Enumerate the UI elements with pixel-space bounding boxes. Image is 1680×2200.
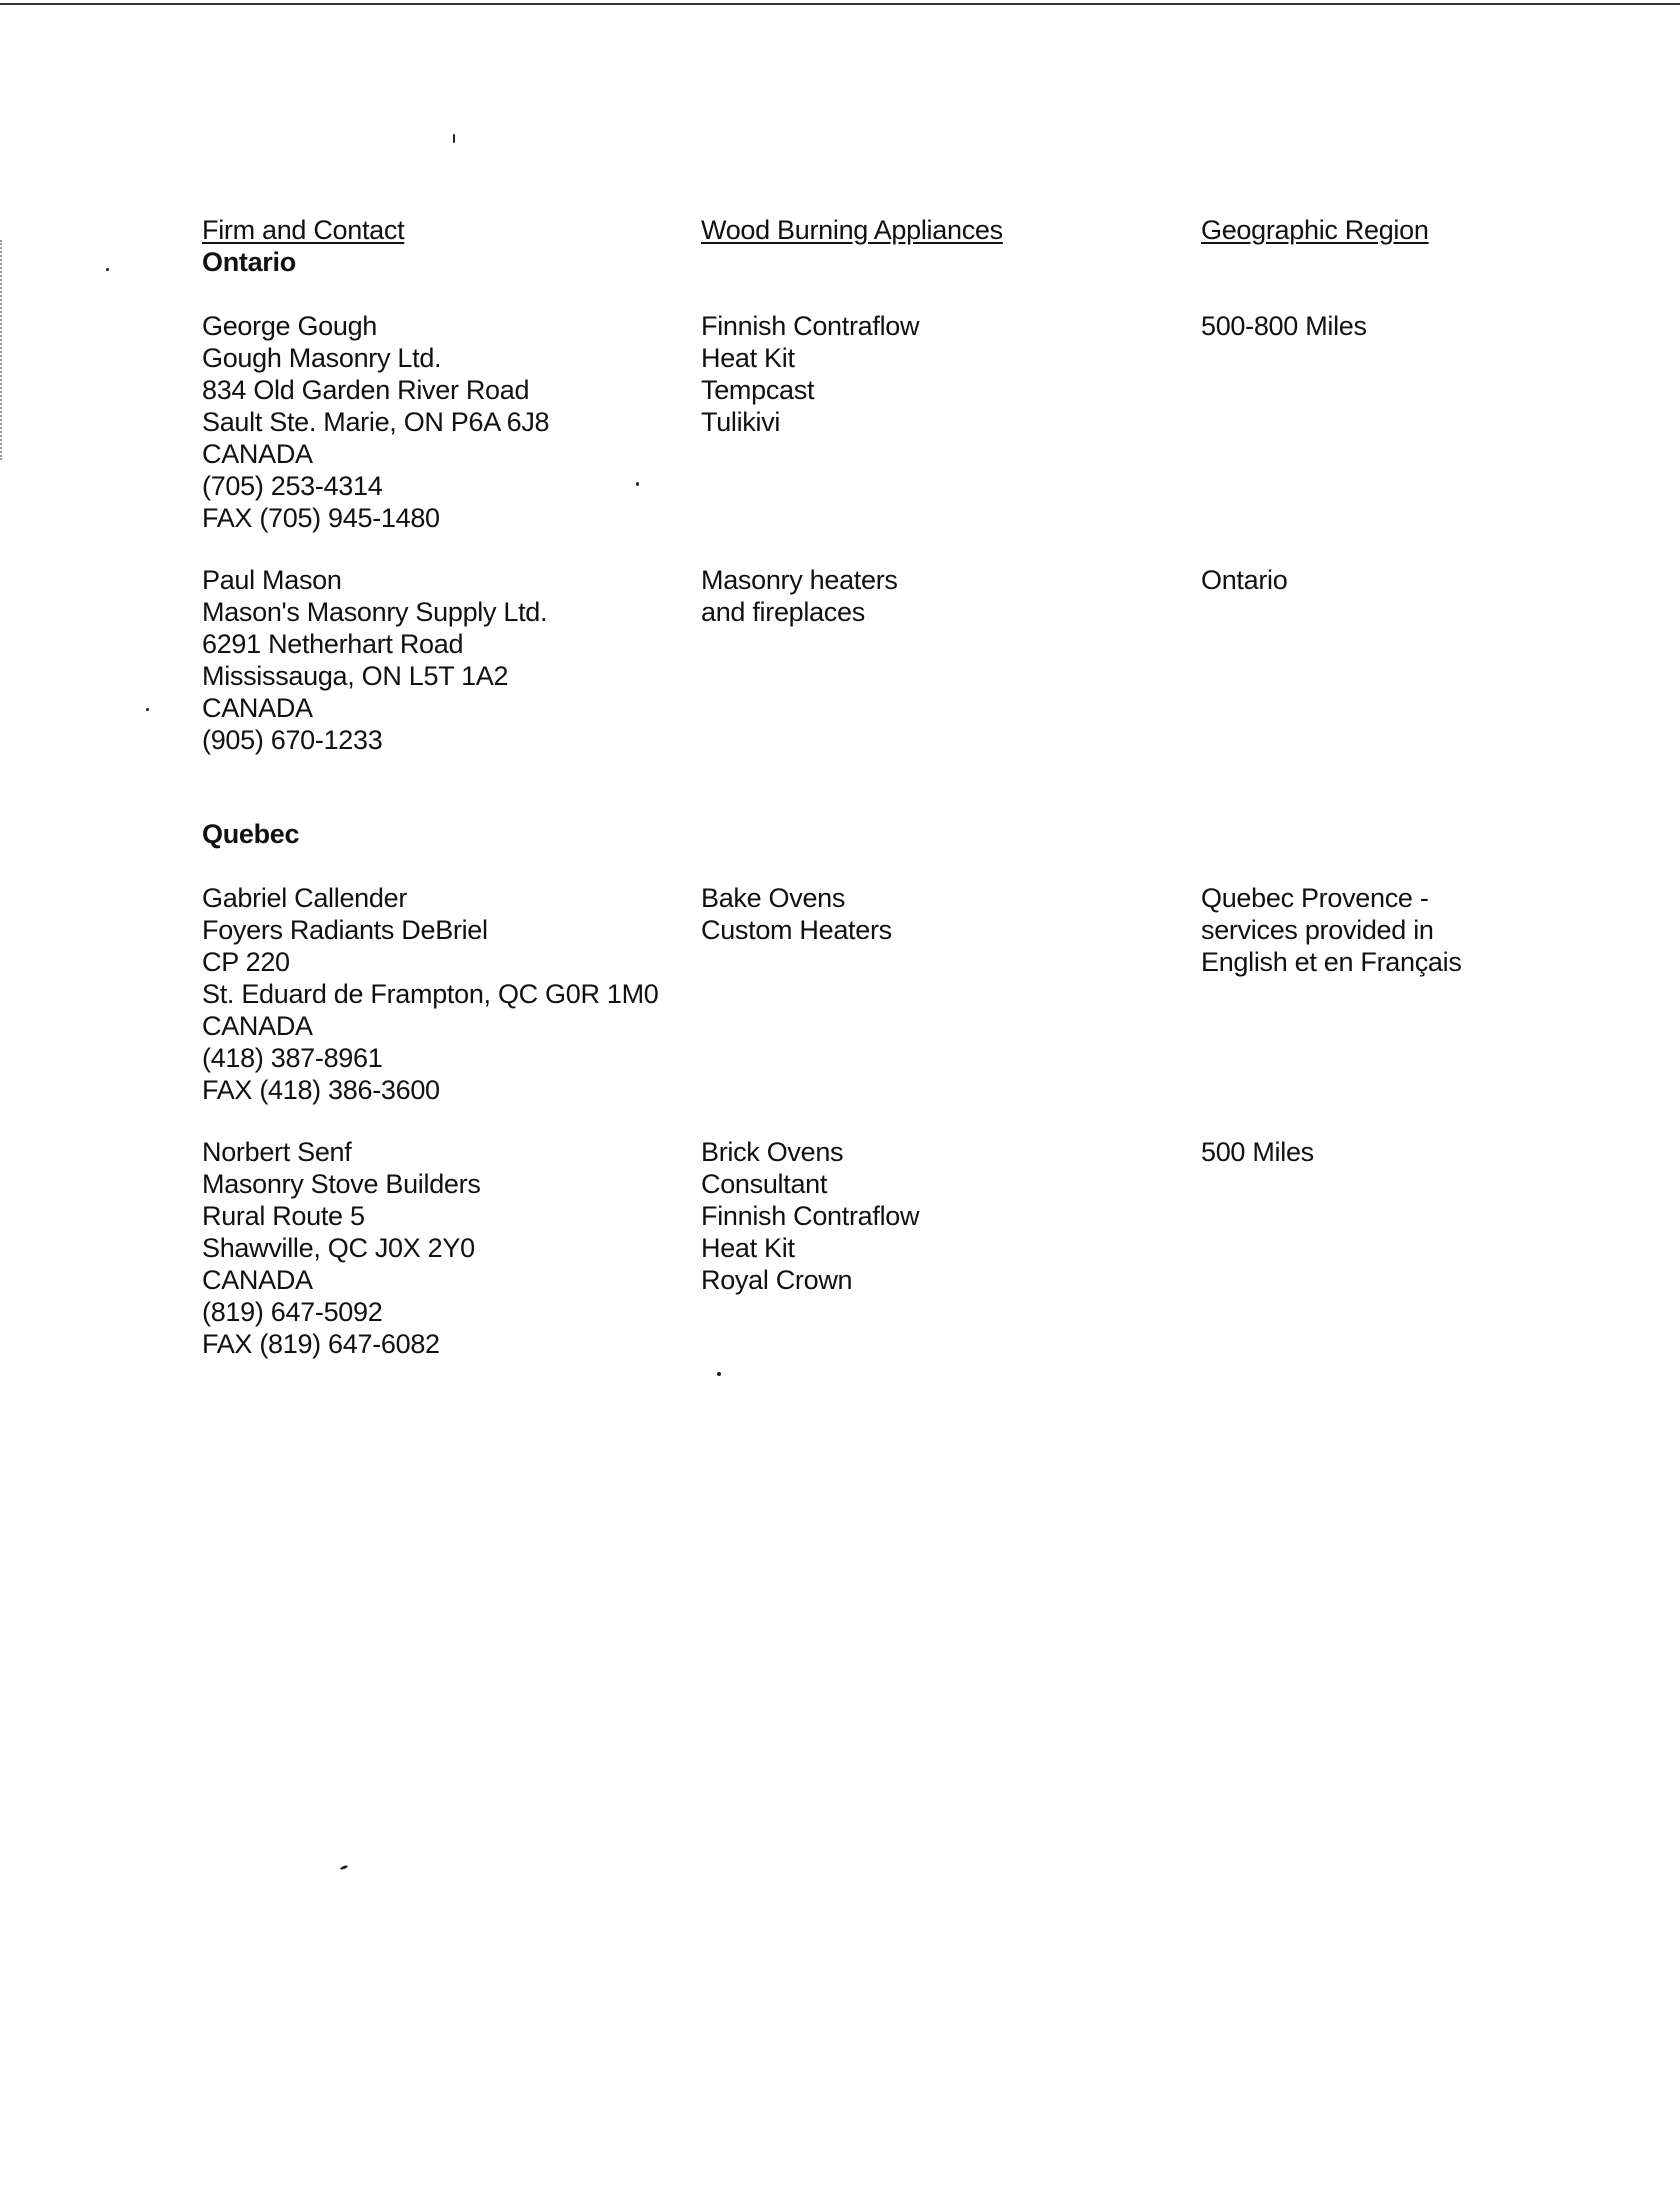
region-text: English et en Français — [1201, 947, 1462, 977]
appliance-item: Consultant — [701, 1169, 828, 1199]
header-wood-burning-appliances: Wood Burning Appliances — [701, 215, 1003, 245]
phone: (705) 253-4314 — [202, 471, 383, 501]
appliance-item: Finnish Contraflow — [701, 311, 920, 341]
fax: FAX (819) 647-6082 — [202, 1329, 440, 1359]
entry-appliances-block — [701, 564, 1161, 628]
country: CANADA — [202, 1011, 313, 1041]
city-province-postal: Shawville, QC J0X 2Y0 — [202, 1233, 475, 1263]
entry-contact-block — [202, 310, 682, 534]
entry-appliances-block — [701, 1136, 1161, 1296]
company-name: Foyers Radiants DeBriel — [202, 915, 488, 945]
entry-region-block — [1201, 310, 1661, 342]
entry-contact-block — [202, 1136, 682, 1360]
city-province-postal: St. Eduard de Frampton, QC G0R 1M0 — [202, 979, 659, 1009]
country: CANADA — [202, 1265, 313, 1295]
region-text: 500-800 Miles — [1201, 311, 1367, 341]
header-firm-and-contact: Firm and Contact — [202, 215, 405, 245]
street-address: CP 220 — [202, 947, 290, 977]
region-text: 500 Miles — [1201, 1137, 1314, 1167]
section-title-quebec: Quebec — [202, 819, 300, 849]
country: CANADA — [202, 693, 313, 723]
entry-contact-block — [202, 564, 682, 756]
phone: (418) 387-8961 — [202, 1043, 383, 1073]
appliance-item: Finnish Contraflow — [701, 1201, 920, 1231]
appliance-item: Masonry heaters — [701, 565, 898, 595]
street-address: 834 Old Garden River Road — [202, 375, 530, 405]
entry-region-block — [1201, 882, 1661, 978]
region-text: services provided in — [1201, 915, 1434, 945]
appliance-item: Royal Crown — [701, 1265, 853, 1295]
scan-top-edge — [0, 3, 1680, 5]
region-text: Quebec Provence - — [1201, 883, 1429, 913]
appliance-item: Heat Kit — [701, 1233, 795, 1263]
phone: (819) 647-5092 — [202, 1297, 383, 1327]
scan-speck — [340, 1865, 349, 1871]
fax: FAX (705) 945-1480 — [202, 503, 440, 533]
header-geographic-region: Geographic Region — [1201, 215, 1429, 245]
appliance-item: Brick Ovens — [701, 1137, 844, 1167]
entry-appliances-block — [701, 310, 1161, 438]
company-name: Masonry Stove Builders — [202, 1169, 481, 1199]
contact-name: Paul Mason — [202, 565, 342, 595]
appliance-item: Tempcast — [701, 375, 815, 405]
company-name: Gough Masonry Ltd. — [202, 343, 442, 373]
fax: FAX (418) 386-3600 — [202, 1075, 440, 1105]
appliance-item: Bake Ovens — [701, 883, 846, 913]
phone: (905) 670-1233 — [202, 725, 383, 755]
appliance-item: Custom Heaters — [701, 915, 892, 945]
scan-speck — [717, 1372, 721, 1376]
scan-speck — [146, 708, 149, 711]
scan-left-edge — [0, 240, 4, 460]
region-text: Ontario — [1201, 565, 1288, 595]
section-title-ontario: Ontario — [202, 247, 296, 277]
street-address: 6291 Netherhart Road — [202, 629, 464, 659]
entry-region-block — [1201, 564, 1661, 596]
company-name: Mason's Masonry Supply Ltd. — [202, 597, 548, 627]
entry-appliances-block — [701, 882, 1161, 946]
entry-contact-block — [202, 882, 682, 1106]
scan-speck — [453, 134, 455, 143]
city-province-postal: Sault Ste. Marie, ON P6A 6J8 — [202, 407, 550, 437]
scan-speck — [106, 268, 109, 271]
contact-name: Gabriel Callender — [202, 883, 408, 913]
contact-name: George Gough — [202, 311, 378, 341]
city-province-postal: Mississauga, ON L5T 1A2 — [202, 661, 509, 691]
appliance-item: and fireplaces — [701, 597, 865, 627]
country: CANADA — [202, 439, 313, 469]
entry-region-block — [1201, 1136, 1661, 1168]
contact-name: Norbert Senf — [202, 1137, 352, 1167]
street-address: Rural Route 5 — [202, 1201, 365, 1231]
appliance-item: Heat Kit — [701, 343, 795, 373]
appliance-item: Tulikivi — [701, 407, 781, 437]
